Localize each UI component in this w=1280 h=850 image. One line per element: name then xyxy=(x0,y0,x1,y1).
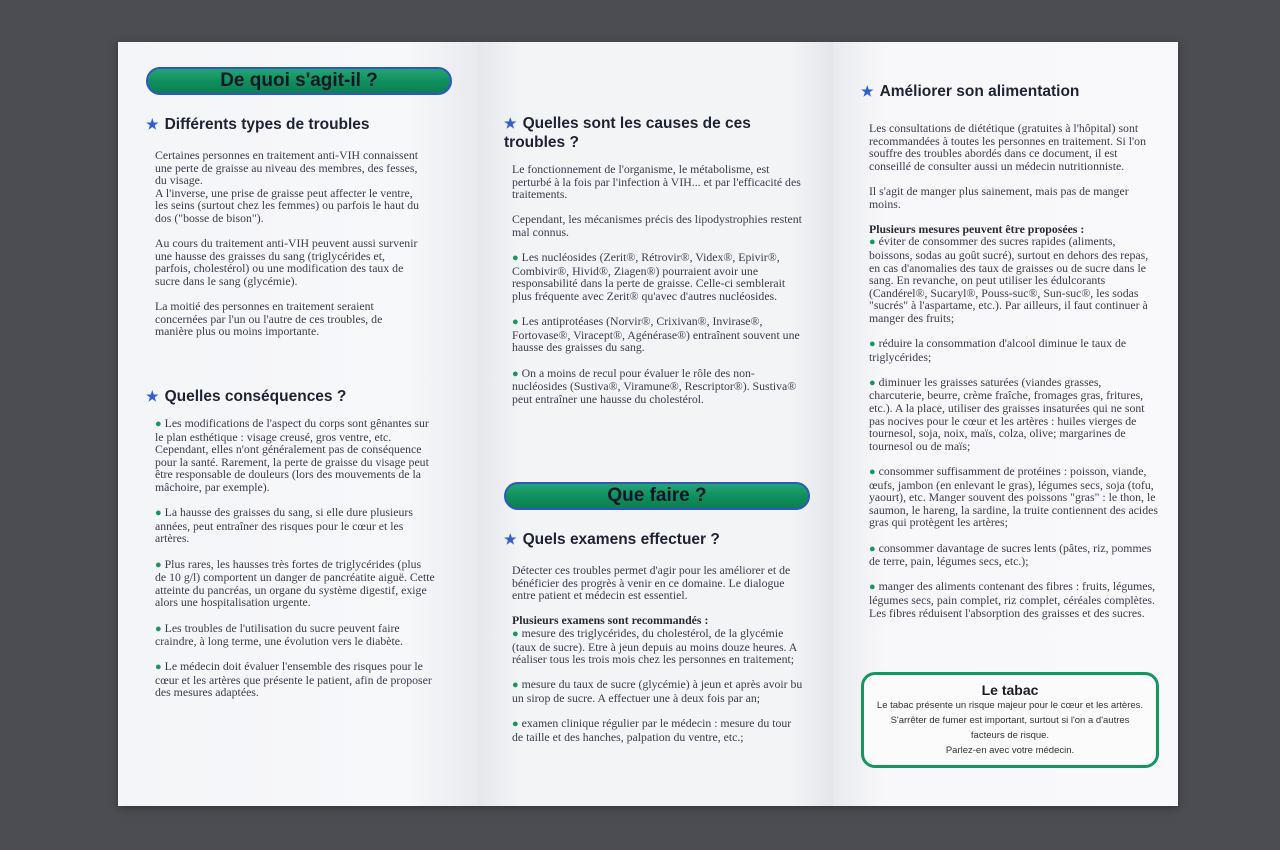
list-item xyxy=(155,660,435,699)
star-icon: ★ xyxy=(146,116,159,132)
bullet-dot-icon: ● xyxy=(512,679,519,692)
list-item xyxy=(512,367,802,406)
list-item xyxy=(512,627,804,666)
list-item-text: Plus rares, les hausses très fortes de triglycérides (plus de 10 g/l) comportent un danger de pancréatite aiguë. Cette atteinte du pancréas, un organe du système digestif, exige alors une hospitalisation urgente. xyxy=(155,556,435,610)
text-nutrition xyxy=(869,122,1159,632)
list-item-text: Le médecin doit évaluer l'ensemble des risques pour le cœur et les artères que présente le patient, afin de proposer des mesures adaptées. xyxy=(155,659,432,700)
star-icon: ★ xyxy=(504,531,517,547)
list-item-text: Les nucléosides (Zerit®, Rétrovir®, Videx®, Epivir®, Combivir®, Hivid®, Ziagen®) pourraient avoir une responsabilité dans la perte de graisse. Celle-ci semblerait plus fréquente avec Zerit® qu'avec d'autres nucléosides. xyxy=(512,250,786,303)
star-icon: ★ xyxy=(146,388,159,404)
list-item-text: réduire la consommation d'alcool diminue le taux de triglycérides; xyxy=(869,336,1127,364)
list-item xyxy=(512,251,802,302)
list-item-text: Les troubles de l'utilisation du sucre peuvent faire craindre, à long terme, une évolution vers le diabète. xyxy=(155,620,403,649)
list-item-text: diminuer les graisses saturées (viandes grasses, charcuterie, beurre, crème fraîche, fromages gras, fritures, etc.). A la place, utiliser des graisses insaturées qui ne sont pas nocives pour le cœur et les artères : huiles vierges de tournesol, soja, noix, maïs, colza, olive; margarines de tournesol ou de maïs; xyxy=(869,374,1145,453)
bullet-dot-icon: ● xyxy=(512,252,519,265)
paragraph: La moitié des personnes en traitement seraient concernées par l'un ou l'autre de ces troubles, de manière plus ou moins importante. xyxy=(155,299,383,339)
tobacco-box xyxy=(861,672,1159,768)
list-item-text: On a moins de recul pour évaluer le rôle des non-nucléosides (Sustiva®, Viramune®, Rescriptor®). Sustiva® peut entraîner une hausse du cholestérol. xyxy=(512,365,797,406)
list-item xyxy=(869,337,1159,363)
bullet-dot-icon: ● xyxy=(869,466,876,479)
paragraph: Le fonctionnement de l'organisme, le métabolisme, est perturbé à la fois par l'infection à VIH... et par l'efficacité des traitements. xyxy=(512,162,801,202)
heading-text: Améliorer son alimentation xyxy=(879,83,1080,100)
paragraph: Les consultations de diététique (gratuites à l'hôpital) sont recommandées à toutes les personnes en traitement. Si l'on souffre des troubles abordés dans ce document, il est conseillé de consulter aussi un médecin nutritionniste. xyxy=(869,121,1146,173)
list-item-text: La hausse des graisses du sang, si elle dure plusieurs années, peut entraîner des risques pour le cœur et les artères. xyxy=(155,505,413,546)
subheading: Plusieurs examens sont recommandés : xyxy=(512,613,709,628)
tobacco-line: S'arrêter de fumer est important, surtout si l'on a d'autres xyxy=(890,715,1130,726)
paragraph: Détecter ces troubles permet d'agir pour les améliorer et de bénéficier des progrès à venir en ce domaine. Le dialogue entre patient et médecin est essentiel. xyxy=(512,563,791,603)
list-item xyxy=(869,465,1159,529)
list-item xyxy=(512,315,802,354)
heading-causes xyxy=(504,114,804,152)
list-item-text: Les modifications de l'aspect du corps sont gênantes sur le plan esthétique : visage creusé, gros ventre, etc. Cependant, elles n'ont généralement pas de conséquence pour la santé. Rarement, la perte de graisse du visage peut être responsable de douleurs (lors des mouvements de la mâchoire, par exemple). xyxy=(155,416,429,494)
heading-text: Quelles sont les causes de ces troubles ? xyxy=(504,115,751,151)
list-item-text: mesure du taux de sucre (glycémie) à jeun et après avoir bu un sirop de sucre. A effectuer une à deux fois par an; xyxy=(512,677,803,705)
panel-middle xyxy=(478,42,833,806)
bullet-dot-icon: ● xyxy=(512,718,519,731)
tobacco-title: Le tabac xyxy=(981,682,1039,698)
bullet-dot-icon: ● xyxy=(155,507,162,520)
bullet-dot-icon: ● xyxy=(155,418,162,430)
bullet-dot-icon: ● xyxy=(869,581,876,594)
heading-text: Quels examens effectuer ? xyxy=(522,531,720,548)
paragraph: Cependant, les mécanismes précis des lipodystrophies restent mal connus. xyxy=(512,212,802,239)
paragraph: Il s'agit de manger plus sainement, mais pas de manger moins. xyxy=(869,183,1129,211)
list-item-text: consommer suffisamment de protéines : poisson, viande, œufs, jambon (en enlevant le gras), légumes secs, soja (tofu, yaourt), etc. Manger souvent des poissons "gras" : le thon, le saumon, le hareng, la sardine, la truite contiennent des acides gras qui protègent les artères; xyxy=(869,464,1158,530)
panel-left xyxy=(118,42,478,806)
list-item xyxy=(512,678,804,704)
list-item-text: examen clinique régulier par le médecin : mesure du tour de taille et des hanches, palpation du ventre, etc.; xyxy=(512,716,792,744)
text-types xyxy=(155,149,423,351)
bullet-dot-icon: ● xyxy=(512,316,519,329)
star-icon: ★ xyxy=(861,83,874,99)
bullet-dot-icon: ● xyxy=(869,376,876,389)
heading-text: Quelles conséquences ? xyxy=(164,388,347,405)
heading-text: Différents types de troubles xyxy=(164,116,370,133)
list-item xyxy=(512,717,804,743)
subheading: Plusieurs mesures peuvent être proposées : xyxy=(869,221,1085,236)
paragraph: Certaines personnes en traitement anti-VIH connaissent une perte de graisse au niveau des membres, des fesses, du visage. xyxy=(155,148,419,188)
list-item xyxy=(869,542,1159,568)
bullet-dot-icon: ● xyxy=(869,236,876,249)
list-item xyxy=(155,506,435,545)
star-icon: ★ xyxy=(504,115,517,131)
bullet-dot-icon: ● xyxy=(155,558,162,571)
heading-nutrition xyxy=(861,82,1079,101)
bullet-dot-icon: ● xyxy=(869,338,876,351)
section-banner-what: De quoi s'agit-il ? xyxy=(146,67,452,95)
heading-types xyxy=(146,115,370,134)
list-item xyxy=(869,580,1159,619)
list-item xyxy=(869,235,1159,324)
text-exams xyxy=(512,564,804,756)
list-item xyxy=(869,376,1159,453)
section-banner-todo: Que faire ? xyxy=(504,482,810,510)
list-item xyxy=(155,417,435,494)
panel-right xyxy=(833,42,1178,806)
list-item-text: manger des aliments contenant des fibres : fruits, légumes, légumes secs, pain complet, riz complet, céréales complètes. Les fibres réduisent l'absorption des graisses et des sucres. xyxy=(869,579,1156,620)
list-item-text: mesure des triglycérides, du cholestérol, de la glycémie (taux de sucre). Etre à jeun depuis au moins douze heures. A réaliser tous les trois mois chez les personnes en traitement; xyxy=(512,625,797,667)
tobacco-line: Parlez-en avec votre médecin. xyxy=(945,745,1075,756)
bullet-dot-icon: ● xyxy=(512,627,519,640)
list-item xyxy=(155,558,435,609)
tobacco-line: Le tabac présente un risque majeur pour le cœur et les artères. xyxy=(876,700,1144,711)
list-item-text: Les antiprotéases (Norvir®, Crixivan®, Invirase®, Fortovase®, Viracept®, Agénérase®) entraînent souvent une hausse des graisses du sang. xyxy=(512,314,800,355)
list-item-text: consommer davantage de sucres lents (pâtes, riz, pommes de terre, pain, légumes secs, etc.); xyxy=(869,540,1152,569)
heading-consequences xyxy=(146,387,346,406)
paragraph: A l'inverse, une prise de graisse peut affecter le ventre, les seins (surtout chez les femmes) ou parfois le haut du dos ("bosse de bison"). xyxy=(155,185,420,225)
paragraph: Au cours du traitement anti-VIH peuvent aussi survenir une hausse des graisses du sang (triglycérides et, parfois, cholestérol) ou une modification des taux de sucre dans le sang (glycémie). xyxy=(155,236,418,288)
brochure xyxy=(118,42,1178,806)
bullet-dot-icon: ● xyxy=(512,367,519,380)
text-consequences xyxy=(155,417,435,712)
tobacco-line: facteurs de risque. xyxy=(970,730,1050,741)
heading-exams xyxy=(504,530,720,549)
text-causes xyxy=(512,163,802,418)
bullet-dot-icon: ● xyxy=(155,661,162,674)
list-item-text: éviter de consommer des sucres rapides (aliments, boissons, sodas au goût sucré), surtout en dehors des repas, en cas d'anomalies des taux de graisses ou de sucre dans le sang. En revanche, on peut utiliser les édulcorants (Candérel®, Sucaryl®, Pouss-suc®, Sun-suc®, les sodas "sucrés" à l'aspartame, etc.). Par ailleurs, il faut continuer à manger des fruits; xyxy=(869,234,1149,325)
bullet-dot-icon: ● xyxy=(869,542,876,555)
list-item xyxy=(155,622,435,648)
bullet-dot-icon: ● xyxy=(155,622,162,635)
